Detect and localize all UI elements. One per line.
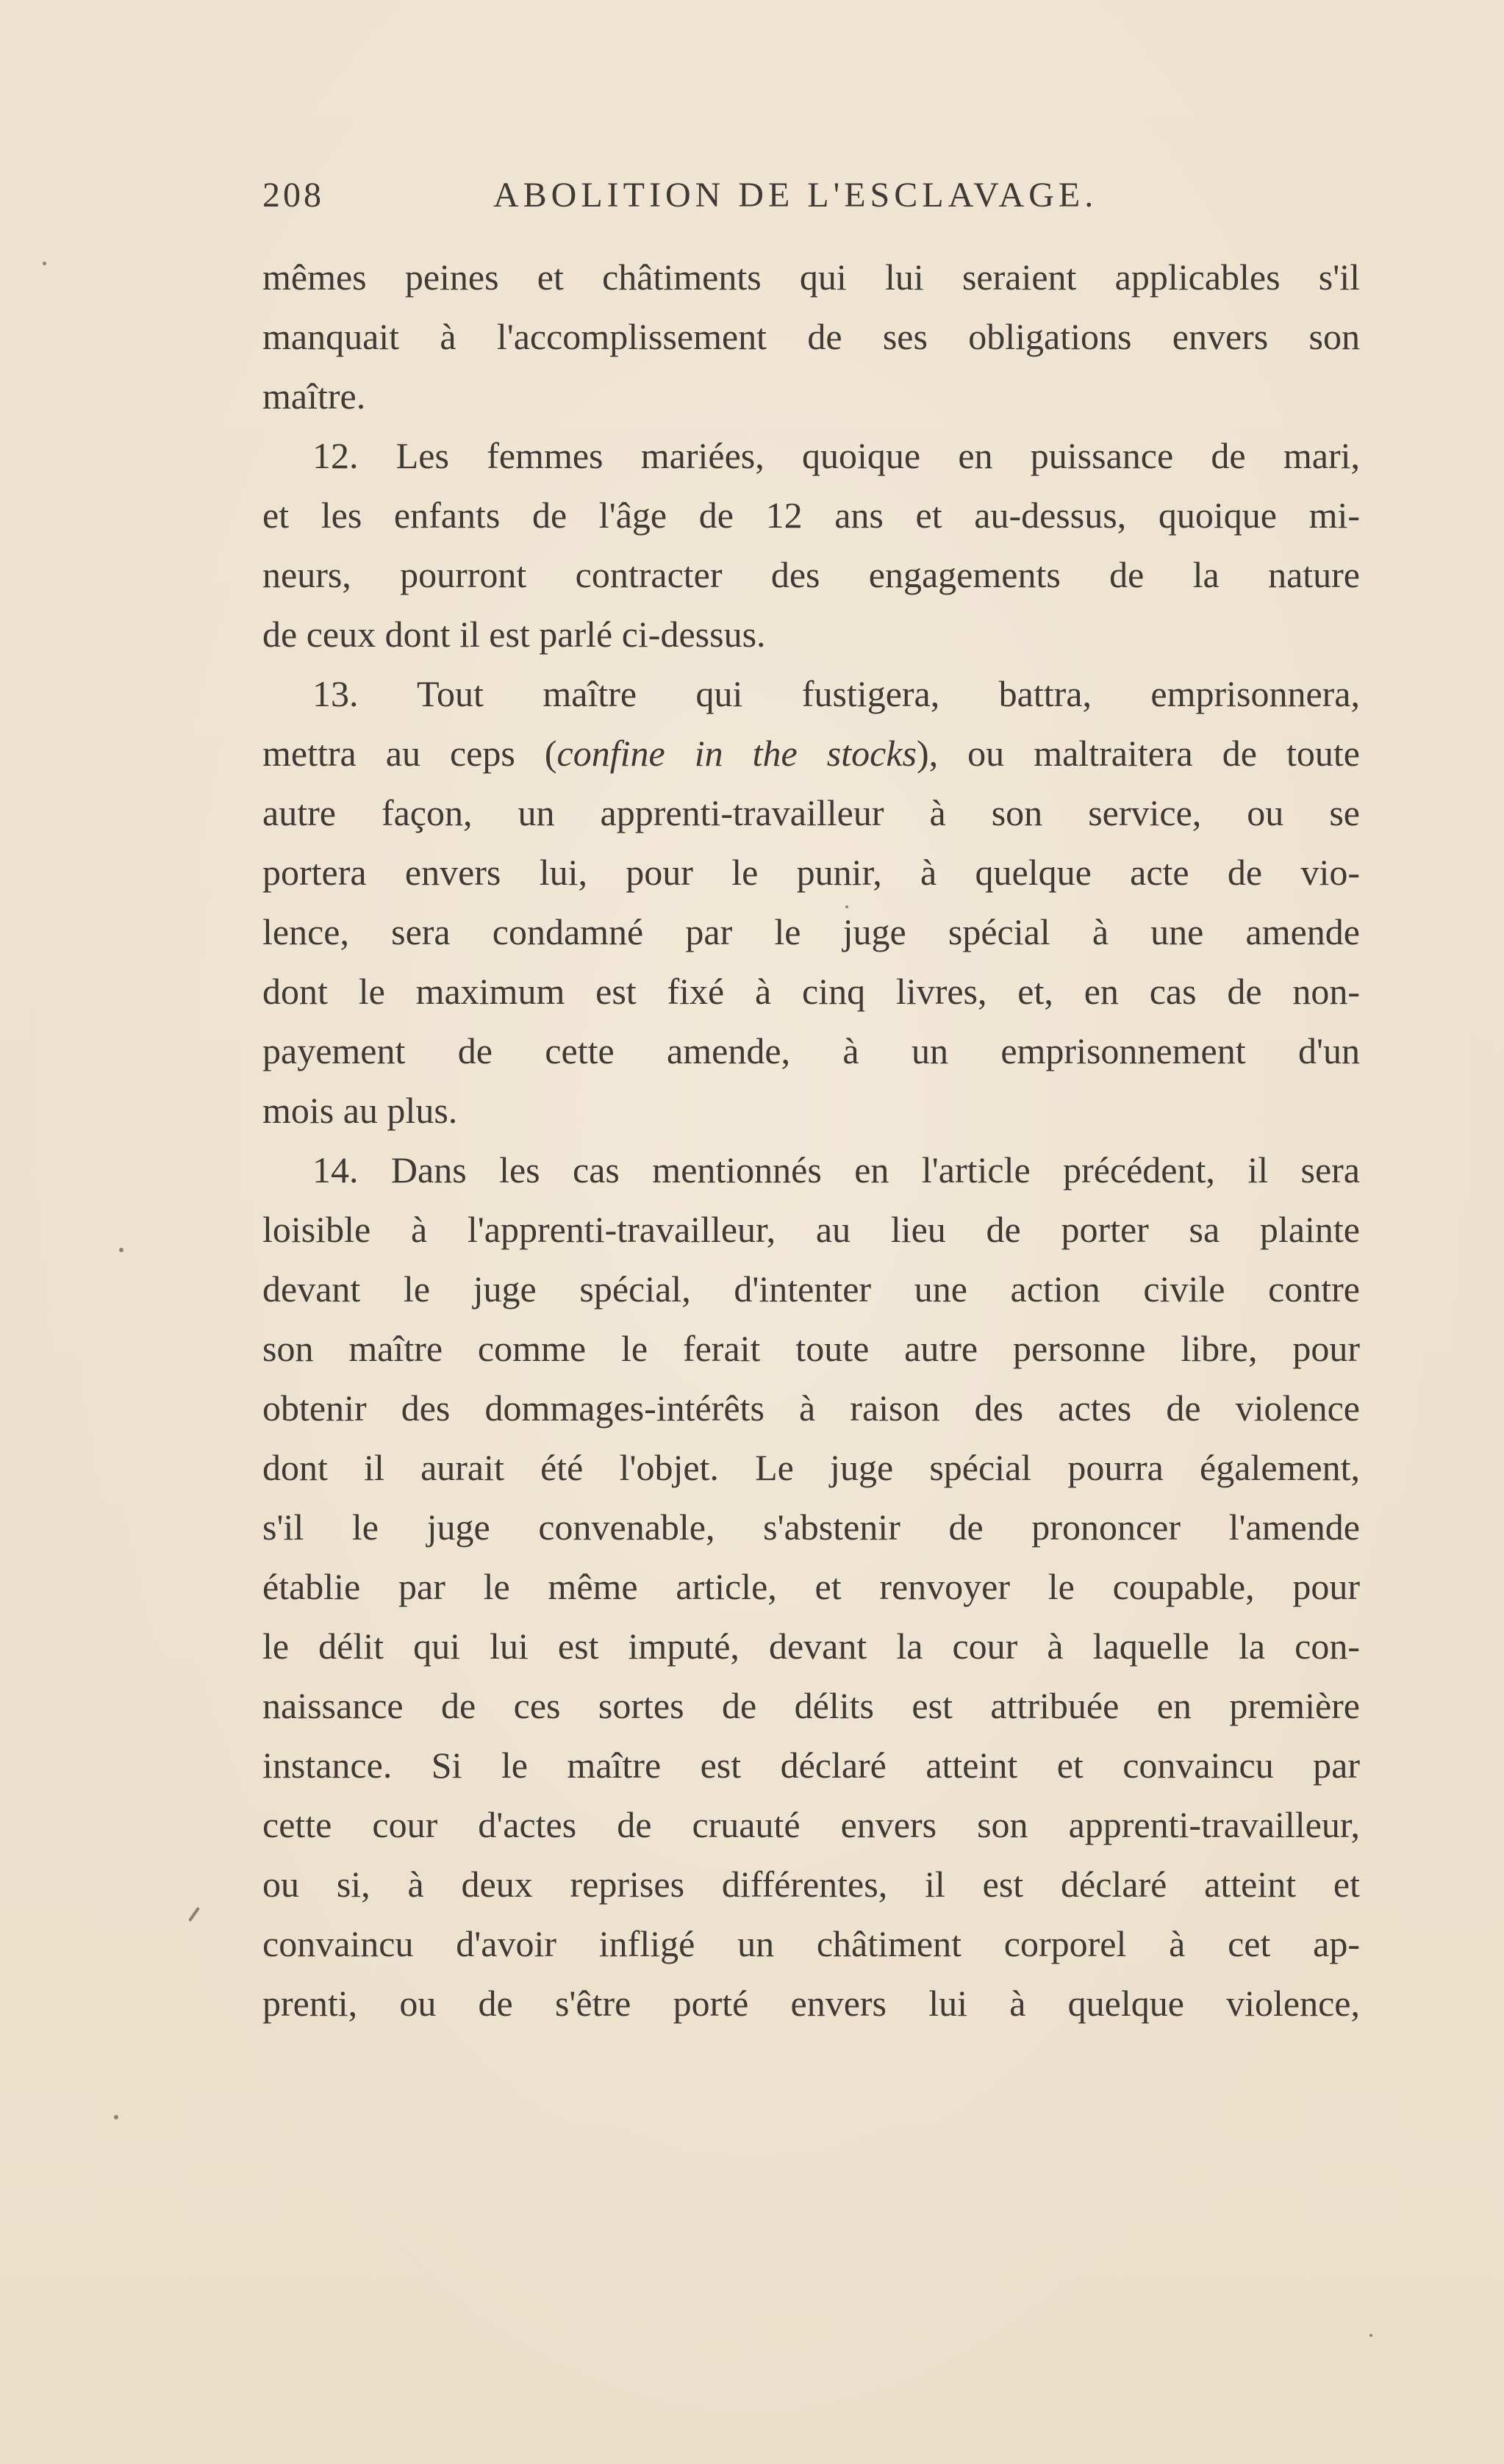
text-line: autre façon, un apprenti-travailleur à son service, ou se: [262, 792, 1360, 833]
paper-speck: [845, 905, 848, 908]
text-line: cette cour d'actes de cruauté envers son apprenti-travailleur,: [262, 1804, 1360, 1845]
running-title: ABOLITION DE L'ESCLAVAGE.: [493, 176, 1098, 215]
text-line: ou si, à deux reprises différentes, il est déclaré atteint et: [262, 1864, 1360, 1905]
text-line: lence, sera condamné par le juge spécial à une amende: [262, 911, 1360, 952]
text-line: et les enfants de l'âge de 12 ans et au-dessus, quoique mi-: [262, 495, 1360, 536]
text-line: manquait à l'accomplissement de ses obligations envers son: [262, 316, 1360, 357]
text-line: convaincu d'avoir infligé un châtiment corporel à cet ap-: [262, 1923, 1360, 1964]
paper-speck: [188, 1907, 200, 1922]
text-line: de ceux dont il est parlé ci-dessus.: [262, 614, 766, 655]
text-line: naissance de ces sortes de délits est attribuée en première: [262, 1685, 1360, 1726]
text-line: maître.: [262, 376, 366, 417]
italic-phrase: confine in the stocks: [556, 733, 917, 774]
text-line: prenti, ou de s'être porté envers lui à quelque violence,: [262, 1983, 1360, 2024]
text-line: 13. Tout maître qui fustigera, battra, emprisonnera,: [312, 673, 1360, 714]
paper-speck: [1369, 2334, 1372, 2337]
text-line-with-italic: [262, 724, 1360, 783]
text-line: mois au plus.: [262, 1090, 458, 1131]
page-header: [262, 175, 1365, 219]
paper-speck: [43, 262, 46, 265]
text-line: mêmes peines et châtiments qui lui seraient applicables s'il: [262, 256, 1360, 298]
text-line: le délit qui lui est imputé, devant la cour à laquelle la con-: [262, 1626, 1360, 1667]
text-line: s'il le juge convenable, s'abstenir de prononcer l'amende: [262, 1506, 1360, 1548]
text-line: portera envers lui, pour le punir, à quelque acte de vio-: [262, 852, 1360, 893]
text-line: 14. Dans les cas mentionnés en l'article précédent, il sera: [312, 1149, 1360, 1190]
body-text: [262, 248, 1360, 2033]
text-line: 12. Les femmes mariées, quoique en puissance de mari,: [312, 435, 1360, 476]
text-line: payement de cette amende, à un emprisonnement d'un: [262, 1030, 1360, 1071]
text-line: dont le maximum est fixé à cinq livres, et, en cas de non-: [262, 971, 1360, 1012]
text-line: instance. Si le maître est déclaré atteint et convaincu par: [262, 1745, 1360, 1786]
text-fragment: mettra au ceps (: [262, 733, 557, 774]
paper-speck: [119, 1248, 123, 1252]
text-line: devant le juge spécial, d'intenter une action civile contre: [262, 1268, 1360, 1310]
text-line: établie par le même article, et renvoyer le coupable, pour: [262, 1566, 1360, 1607]
text-line: neurs, pourront contracter des engagements de la nature: [262, 554, 1360, 595]
text-line: obtenir des dommages-intérêts à raison des actes de violence: [262, 1387, 1360, 1429]
page-number: 208: [262, 176, 324, 215]
text-line: dont il aurait été l'objet. Le juge spécial pourra également,: [262, 1447, 1360, 1488]
paper-speck: [114, 2115, 118, 2119]
text-line: son maître comme le ferait toute autre personne libre, pour: [262, 1328, 1360, 1369]
text-fragment: ), ou maltraitera de toute: [916, 733, 1360, 774]
text-line: loisible à l'apprenti-travailleur, au lieu de porter sa plainte: [262, 1209, 1360, 1250]
